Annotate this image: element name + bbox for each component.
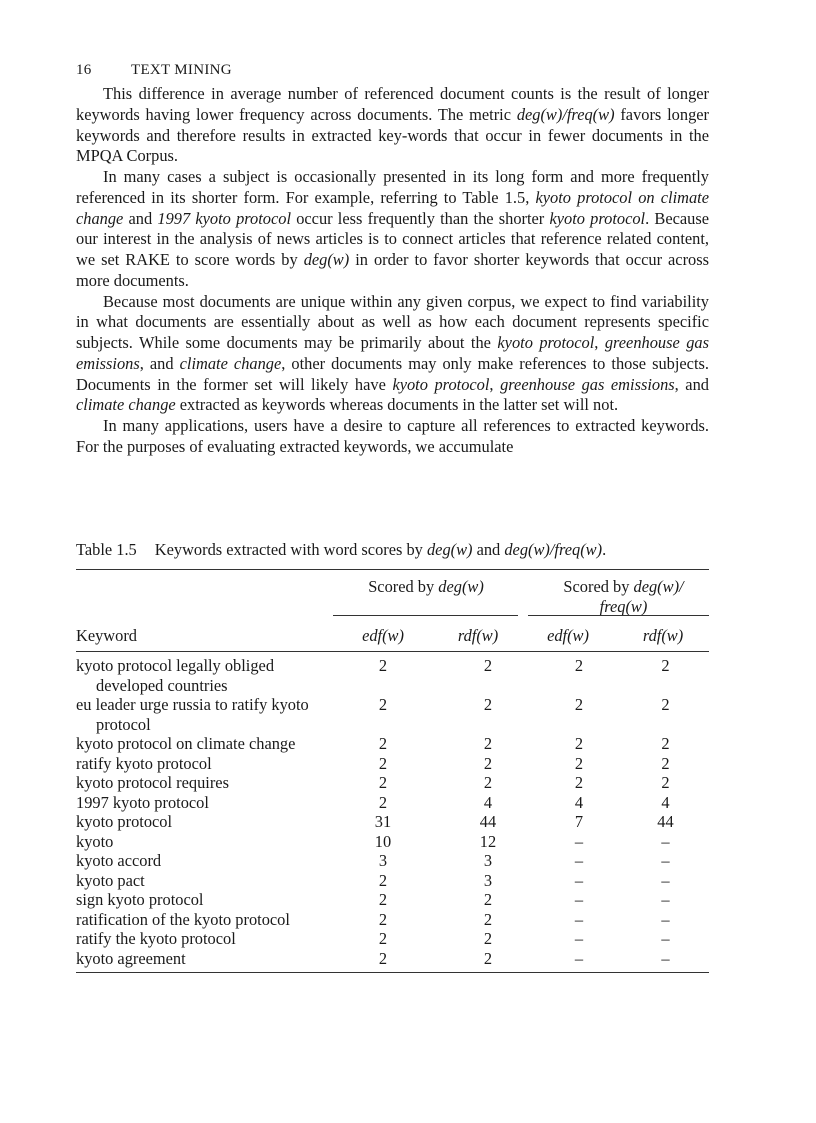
col-header-keyword: Keyword: [76, 626, 137, 645]
emphasis-term: kyoto protocol on climate change: [76, 187, 709, 228]
keyword-cell: kyoto pact: [76, 870, 145, 890]
table-bottom-rule: [76, 972, 709, 973]
text-run: occur less frequently than the shorter: [291, 208, 550, 228]
text-run: Because most documents are unique within any given corpus, we expect to find variability in what documents are essentially about as well as how each document represents specific subjects. While some documents may be primarily about the: [76, 291, 709, 352]
edf-deg-cell: 2: [378, 792, 388, 812]
edf-degfreq-cell: 2: [574, 695, 584, 714]
table-row: [76, 656, 709, 695]
emphasis-term: climate change: [76, 395, 176, 415]
rdf-deg-cell: 3: [483, 851, 493, 870]
table-row: [76, 890, 709, 910]
text-run: , and: [674, 374, 709, 394]
edf-degfreq-cell: 2: [574, 753, 584, 773]
text-run: , other documents may only make references to those subjects. Documents in the former set will likely have: [76, 353, 709, 394]
text-run: . Because our interest in the analysis of news articles is to connect articles that reference related content, we set RAKE to score words by: [76, 208, 709, 269]
emphasis-term: kyoto protocol: [549, 208, 646, 228]
table-caption-prefix: Keywords extracted with word scores by: [154, 540, 427, 559]
rdf-degfreq-cell: 2: [661, 734, 670, 753]
keyword-cell: kyoto protocol requires: [76, 773, 229, 792]
edf-deg-cell: 2: [378, 734, 388, 753]
table-row: [76, 812, 709, 832]
emphasis-term: greenhouse gas emissions: [76, 333, 709, 373]
rdf-degfreq-cell: 44: [657, 812, 674, 831]
running-header: [76, 62, 709, 84]
rdf-deg-cell: 2: [483, 753, 493, 773]
edf-degfreq-cell: –: [574, 831, 584, 851]
emphasis-term: kyoto protocol: [392, 374, 490, 394]
rdf-degfreq-cell: –: [661, 909, 670, 929]
rdf-degfreq-cell: –: [661, 890, 670, 909]
edf-deg-cell: 3: [378, 851, 388, 870]
edf-deg-cell: 2: [378, 753, 388, 773]
page-number: 16: [76, 62, 92, 78]
edf-degfreq-cell: 2: [574, 734, 584, 753]
keyword-cell: kyoto protocol legally obliged developed countries: [76, 656, 275, 695]
text-run: In many cases a subject is occasionally presented in its long form and more frequently referenced in its shorter form. For example, referring to Table 1.5,: [76, 167, 709, 207]
rdf-deg-cell: 2: [483, 734, 493, 753]
text-run: extracted as keywords whereas documents in the latter set will not.: [175, 395, 619, 415]
edf-degfreq-cell: –: [574, 851, 584, 870]
keyword-cell: 1997 kyoto protocol: [76, 792, 209, 812]
table-row: [76, 754, 709, 774]
body-text: [76, 84, 709, 458]
rdf-deg-cell: 2: [483, 909, 493, 929]
table-row: [76, 910, 709, 930]
running-title: TEXT MINING: [131, 62, 232, 78]
edf-degfreq-cell: –: [574, 948, 584, 968]
col-header-edf-degfreq: edf(w): [547, 626, 589, 645]
rdf-degfreq-cell: 2: [661, 695, 670, 714]
table-row: [76, 949, 709, 969]
group-header-degfreq: Scored by deg(w)/ freq(w): [563, 577, 684, 616]
page: [76, 62, 709, 968]
emphasis-term: greenhouse gas emissions: [500, 374, 675, 394]
rdf-degfreq-cell: 2: [661, 656, 670, 675]
group-header-deg: Scored by deg(w): [368, 577, 484, 596]
table-caption: [76, 540, 716, 560]
paragraph: [76, 84, 709, 167]
rdf-deg-cell: 4: [483, 792, 493, 812]
text-run: In many applications, users have a desire to capture all references to extracted keywords. For the purposes of evaluating extracted keywords, we accumulate: [76, 416, 709, 456]
group-rule-degfreq: [528, 615, 709, 616]
edf-degfreq-cell: –: [574, 870, 584, 890]
rdf-deg-cell: 44: [479, 812, 497, 831]
rdf-deg-cell: 2: [483, 773, 493, 792]
text-run: ,: [489, 374, 501, 394]
text-run: ,: [594, 333, 605, 352]
table-caption-end: .: [602, 540, 607, 559]
edf-degfreq-cell: –: [574, 929, 584, 948]
rdf-degfreq-cell: –: [661, 851, 670, 870]
keyword-table: [76, 656, 709, 968]
rdf-deg-cell: 2: [483, 890, 493, 909]
table-caption-and: and: [472, 540, 505, 559]
edf-deg-cell: 31: [374, 812, 392, 831]
rdf-deg-cell: 2: [483, 695, 493, 714]
text-run: , and: [139, 353, 180, 373]
edf-deg-cell: 2: [378, 656, 388, 675]
col-header-rdf-deg: rdf(w): [457, 626, 499, 645]
rdf-degfreq-cell: –: [661, 870, 670, 890]
edf-degfreq-cell: 2: [574, 656, 584, 675]
rdf-deg-cell: 2: [483, 656, 493, 675]
edf-degfreq-cell: –: [574, 909, 584, 929]
edf-degfreq-cell: 2: [574, 773, 584, 792]
keyword-cell: ratify kyoto protocol: [76, 753, 212, 773]
rdf-deg-cell: 12: [479, 831, 497, 851]
paragraph: [76, 292, 709, 417]
keyword-cell: ratification of the kyoto protocol: [76, 909, 290, 929]
edf-deg-cell: 2: [378, 695, 388, 714]
keyword-cell: kyoto protocol on climate change: [76, 734, 296, 753]
paragraph: [76, 167, 709, 292]
table-top-rule: [76, 569, 709, 570]
emphasis-term: climate change: [179, 353, 282, 373]
group-rule-deg: [333, 615, 518, 616]
text-run: and: [123, 208, 158, 228]
table-caption-label: Table 1.5: [76, 540, 137, 559]
table-row: [76, 695, 709, 734]
edf-deg-cell: 10: [374, 831, 392, 851]
keyword-cell: kyoto agreement: [76, 948, 186, 968]
keyword-cell: kyoto accord: [76, 851, 162, 870]
rdf-degfreq-cell: 2: [661, 753, 670, 773]
table-row: [76, 851, 709, 871]
table-row: [76, 832, 709, 852]
keyword-cell: eu leader urge russia to ratify kyoto protocol: [76, 695, 309, 734]
keyword-cell: sign kyoto protocol: [76, 890, 204, 909]
table-caption-metric-1: deg(w): [426, 540, 473, 559]
emphasis-term: deg(w): [303, 250, 350, 269]
table-caption-metric-2: deg(w)/freq(w): [504, 540, 603, 559]
table-row: [76, 871, 709, 891]
rdf-deg-cell: 3: [483, 870, 493, 890]
rdf-deg-cell: 2: [483, 948, 493, 968]
keyword-cell: ratify the kyoto protocol: [76, 929, 236, 948]
paragraph: [76, 416, 709, 458]
table-row: [76, 929, 709, 949]
rdf-degfreq-cell: –: [661, 948, 670, 968]
col-header-edf-deg: edf(w): [362, 626, 404, 645]
rdf-deg-cell: 2: [483, 929, 493, 948]
text-run: in order to favor shorter keywords that occur across more documents.: [76, 250, 709, 290]
rdf-degfreq-cell: 2: [661, 773, 670, 792]
edf-deg-cell: 2: [378, 929, 388, 948]
text-run: This difference in average number of referenced document counts is the result of longer keywords having lower frequency across documents. The metric: [76, 84, 709, 124]
edf-deg-cell: 2: [378, 909, 388, 929]
table-row: [76, 734, 709, 754]
table-header-rule: [76, 651, 709, 652]
rdf-degfreq-cell: –: [661, 831, 670, 851]
edf-degfreq-cell: –: [574, 890, 584, 909]
emphasis-term: 1997 kyoto protocol: [157, 208, 292, 228]
edf-deg-cell: 2: [378, 890, 388, 909]
table-row: [76, 773, 709, 793]
text-run: favors longer keywords and therefore results in extracted key-words that occur in fewer documents in the MPQA Corpus.: [76, 104, 709, 166]
rdf-degfreq-cell: 4: [661, 792, 670, 812]
edf-deg-cell: 2: [378, 773, 388, 792]
emphasis-term: kyoto protocol: [497, 333, 595, 352]
emphasis-term: deg(w)/freq(w): [516, 104, 615, 124]
col-header-rdf-degfreq: rdf(w): [642, 626, 684, 645]
table-row: [76, 793, 709, 813]
rdf-degfreq-cell: –: [661, 929, 670, 948]
keyword-cell: kyoto: [76, 831, 114, 851]
keyword-cell: kyoto protocol: [76, 812, 173, 831]
edf-degfreq-cell: 7: [574, 812, 584, 831]
edf-deg-cell: 2: [378, 870, 388, 890]
edf-degfreq-cell: 4: [574, 792, 584, 812]
edf-deg-cell: 2: [378, 948, 388, 968]
